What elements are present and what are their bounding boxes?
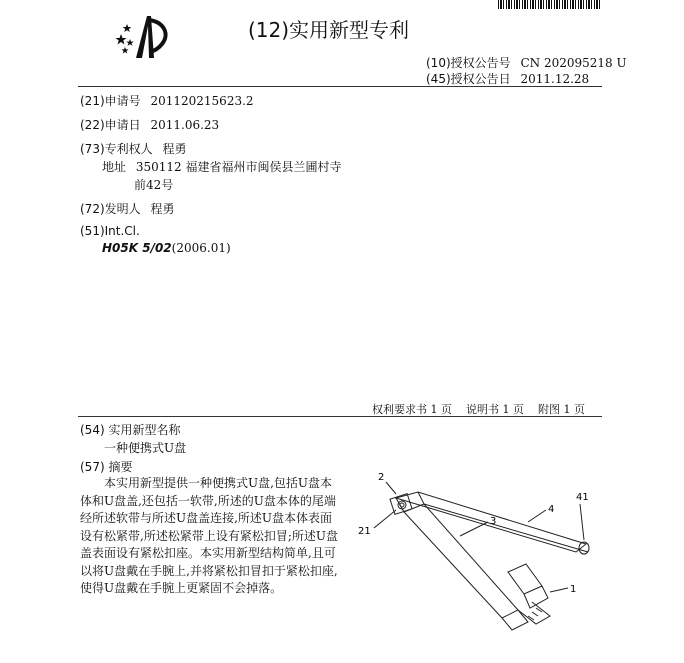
intcl-version: (2006.01) (171, 241, 231, 255)
inventor: 程勇 (150, 202, 175, 216)
label-41: 41 (576, 492, 589, 503)
pub-date: 2011.12.28 (520, 72, 590, 86)
inventor-label: (72)发明人 (80, 202, 141, 216)
pub-date-row (426, 70, 589, 87)
utility-name-label: (54) 实用新型名称 (80, 423, 181, 437)
utility-name: 一种便携式U盘 (104, 441, 187, 455)
document-title: (12)实用新型专利 (248, 18, 410, 42)
filing-date-row (80, 116, 219, 133)
label-3: 3 (490, 516, 497, 527)
abstract-text: 本实用新型提供一种便携式U盘,包括U盘本体和U盘盖,还包括一软带,所述的U盘本体的尾端经所述软带与所述U盘盖连接,所述U盘本体表面设有松紧带,所述松紧带上设有紧松扣冒;所述U盘盖表面设有紧松扣座。本实用新型结构简单,且可以将U盘戴在手腕上,并将紧松扣冒扣于紧松扣座,使得U盘戴在手腕上更紧固不会掉落。 (80, 476, 338, 595)
patentee-label: (73)专利权人 (80, 142, 153, 156)
filing-date-label: (22)申请日 (80, 118, 141, 132)
label-4: 4 (548, 504, 555, 515)
application-number: 201120215623.2 (150, 94, 254, 108)
address-row (102, 158, 341, 175)
patentee: 程勇 (162, 142, 187, 156)
header-divider (78, 86, 602, 87)
abstract-text-block (80, 475, 342, 598)
label-1: 1 (570, 584, 577, 595)
patentee-row (80, 140, 186, 157)
barcode (498, 0, 602, 9)
label-21: 21 (358, 526, 371, 537)
label-2: 2 (378, 472, 385, 483)
pub-number: CN 202095218 U (520, 56, 627, 70)
intcl-row (102, 241, 231, 255)
intcl-label: (51)Int.Cl. (80, 224, 140, 238)
pub-number-row (426, 54, 627, 71)
application-number-row (80, 92, 254, 109)
filing-date: 2011.06.23 (150, 118, 220, 132)
intcl-code: H05K 5/02 (102, 241, 172, 255)
drive-body (404, 504, 518, 618)
address-line2: 前42号 (134, 178, 174, 192)
pub-number-label: (10)授权公告号 (426, 56, 511, 70)
abstract-label: (57) 摘要 (80, 460, 133, 474)
inventor-row (80, 200, 174, 217)
page-counts: 权利要求书 1 页 说明书 1 页 附图 1 页 (372, 403, 585, 416)
usb-drive-figure (352, 468, 602, 638)
section-divider (78, 416, 602, 417)
address-label: 地址 (102, 160, 127, 174)
address-line1: 350112 福建省福州市闽侯县兰圃村寺 (135, 160, 342, 174)
cnipa-emblem-icon (112, 12, 174, 62)
application-number-label: (21)申请号 (80, 94, 141, 108)
pub-date-label: (45)授权公告日 (426, 72, 511, 86)
